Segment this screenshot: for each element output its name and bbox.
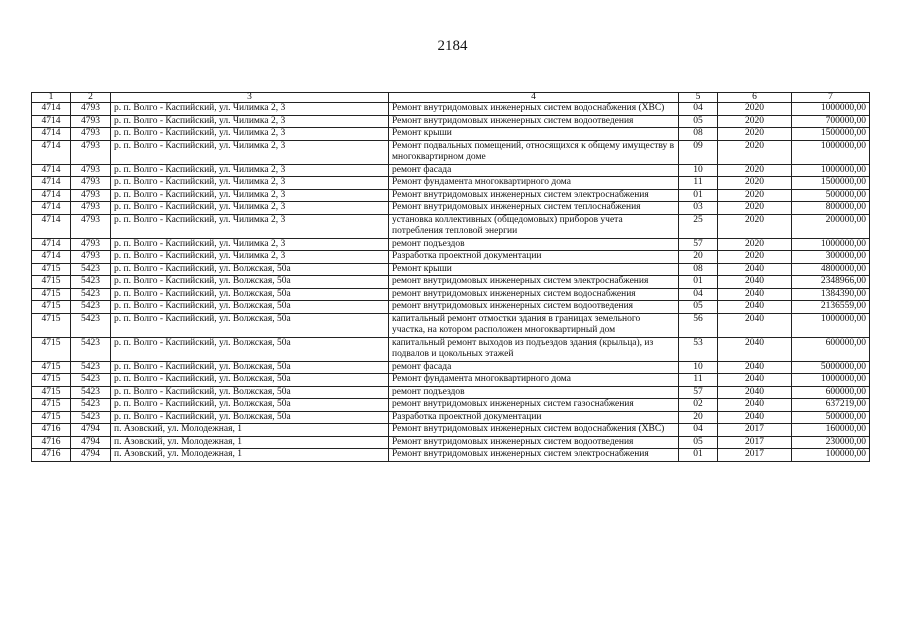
table-row: [32, 128, 870, 141]
table-row: [32, 103, 870, 116]
house-id-cell: 5423: [71, 361, 111, 374]
year-cell: 2017: [718, 449, 792, 462]
address-cell: р. п. Волго - Каспийский, ул. Волжская, 50а: [111, 361, 389, 374]
address-cell: р. п. Волго - Каспийский, ул. Чилимка 2, 3: [111, 164, 389, 177]
record-id-cell: 4714: [32, 238, 71, 251]
table-row: [32, 424, 870, 437]
work-type-cell: Ремонт крыши: [389, 263, 679, 276]
year-cell: 2040: [718, 337, 792, 361]
year-cell: 2017: [718, 436, 792, 449]
year-cell: 2040: [718, 288, 792, 301]
cost-cell: 1000000,00: [792, 103, 870, 116]
house-id-cell: 5423: [71, 301, 111, 314]
work-code-cell: 10: [679, 361, 718, 374]
address-cell: р. п. Волго - Каспийский, ул. Волжская, 50а: [111, 399, 389, 412]
work-type-cell: Ремонт фундамента многоквартирного дома: [389, 177, 679, 190]
record-id-cell: 4715: [32, 399, 71, 412]
table-row: [32, 177, 870, 190]
address-cell: р. п. Волго - Каспийский, ул. Волжская, 50а: [111, 301, 389, 314]
record-id-cell: 4715: [32, 361, 71, 374]
record-id-cell: 4714: [32, 177, 71, 190]
work-code-cell: 05: [679, 436, 718, 449]
year-cell: 2020: [718, 189, 792, 202]
table-row: [32, 251, 870, 264]
column-header: 1: [32, 93, 71, 103]
table-row: [32, 449, 870, 462]
work-code-cell: 11: [679, 177, 718, 190]
address-cell: р. п. Волго - Каспийский, ул. Чилимка 2, 3: [111, 103, 389, 116]
record-id-cell: 4716: [32, 436, 71, 449]
table-row: [32, 436, 870, 449]
table-row: [32, 411, 870, 424]
work-code-cell: 02: [679, 399, 718, 412]
cost-cell: 600000,00: [792, 337, 870, 361]
house-id-cell: 4793: [71, 140, 111, 164]
work-code-cell: 20: [679, 251, 718, 264]
work-type-cell: капитальный ремонт выходов из подъездов здания (крыльца), из подвалов и цокольных этажей: [389, 337, 679, 361]
record-id-cell: 4714: [32, 140, 71, 164]
year-cell: 2040: [718, 386, 792, 399]
work-type-cell: Ремонт внутридомовых инженерных систем водоснабжения (ХВС): [389, 424, 679, 437]
record-id-cell: 4714: [32, 251, 71, 264]
table-row: [32, 202, 870, 215]
work-code-cell: 09: [679, 140, 718, 164]
record-id-cell: 4714: [32, 103, 71, 116]
house-id-cell: 4793: [71, 128, 111, 141]
address-cell: р. п. Волго - Каспийский, ул. Чилимка 2, 3: [111, 238, 389, 251]
table-row: [32, 189, 870, 202]
table-row: [32, 140, 870, 164]
work-type-cell: Ремонт внутридомовых инженерных систем водоотведения: [389, 436, 679, 449]
record-id-cell: 4716: [32, 424, 71, 437]
table-row: [32, 214, 870, 238]
work-code-cell: 11: [679, 374, 718, 387]
work-type-cell: ремонт подъездов: [389, 386, 679, 399]
cost-cell: 160000,00: [792, 424, 870, 437]
year-cell: 2040: [718, 313, 792, 337]
house-id-cell: 4793: [71, 177, 111, 190]
address-cell: р. п. Волго - Каспийский, ул. Чилимка 2, 3: [111, 214, 389, 238]
cost-cell: 800000,00: [792, 202, 870, 215]
record-id-cell: 4715: [32, 288, 71, 301]
cost-cell: 637219,00: [792, 399, 870, 412]
house-id-cell: 5423: [71, 313, 111, 337]
table-row: [32, 374, 870, 387]
year-cell: 2040: [718, 374, 792, 387]
cost-cell: 5000000,00: [792, 361, 870, 374]
work-type-cell: установка коллективных (общедомовых) приборов учета потребления тепловой энергии: [389, 214, 679, 238]
year-cell: 2020: [718, 214, 792, 238]
record-id-cell: 4714: [32, 202, 71, 215]
year-cell: 2020: [718, 103, 792, 116]
house-id-cell: 4793: [71, 214, 111, 238]
work-code-cell: 57: [679, 386, 718, 399]
work-type-cell: Ремонт внутридомовых инженерных систем электроснабжения: [389, 449, 679, 462]
work-code-cell: 01: [679, 276, 718, 289]
cost-cell: 1000000,00: [792, 238, 870, 251]
year-cell: 2020: [718, 251, 792, 264]
work-type-cell: ремонт фасада: [389, 361, 679, 374]
house-id-cell: 5423: [71, 411, 111, 424]
cost-cell: 700000,00: [792, 115, 870, 128]
table-row: [32, 276, 870, 289]
address-cell: р. п. Волго - Каспийский, ул. Волжская, 50а: [111, 276, 389, 289]
table-row: [32, 164, 870, 177]
work-code-cell: 03: [679, 202, 718, 215]
work-code-cell: 56: [679, 313, 718, 337]
house-id-cell: 5423: [71, 263, 111, 276]
table-row: [32, 301, 870, 314]
work-type-cell: Ремонт внутридомовых инженерных систем теплоснабжения: [389, 202, 679, 215]
column-number-row: [32, 93, 870, 103]
address-cell: р. п. Волго - Каспийский, ул. Чилимка 2, 3: [111, 202, 389, 215]
record-id-cell: 4715: [32, 301, 71, 314]
work-code-cell: 20: [679, 411, 718, 424]
work-code-cell: 04: [679, 288, 718, 301]
house-id-cell: 5423: [71, 337, 111, 361]
cost-cell: 1500000,00: [792, 177, 870, 190]
house-id-cell: 4793: [71, 202, 111, 215]
address-cell: р. п. Волго - Каспийский, ул. Чилимка 2, 3: [111, 115, 389, 128]
table-row: [32, 288, 870, 301]
work-code-cell: 01: [679, 189, 718, 202]
address-cell: р. п. Волго - Каспийский, ул. Волжская, 50а: [111, 288, 389, 301]
record-id-cell: 4715: [32, 337, 71, 361]
work-type-cell: капитальный ремонт отмостки здания в границах земельного участка, на котором расположен многоквартирный дом: [389, 313, 679, 337]
year-cell: 2040: [718, 399, 792, 412]
table-row: [32, 313, 870, 337]
cost-cell: 1000000,00: [792, 374, 870, 387]
year-cell: 2020: [718, 238, 792, 251]
address-cell: р. п. Волго - Каспийский, ул. Волжская, 50а: [111, 411, 389, 424]
repair-schedule-table: [31, 92, 870, 462]
house-id-cell: 4793: [71, 164, 111, 177]
record-id-cell: 4714: [32, 189, 71, 202]
house-id-cell: 4793: [71, 238, 111, 251]
year-cell: 2020: [718, 140, 792, 164]
cost-cell: 4800000,00: [792, 263, 870, 276]
address-cell: р. п. Волго - Каспийский, ул. Чилимка 2, 3: [111, 251, 389, 264]
work-type-cell: Ремонт внутридомовых инженерных систем водоснабжения (ХВС): [389, 103, 679, 116]
column-header: 6: [718, 93, 792, 103]
house-id-cell: 4794: [71, 449, 111, 462]
cost-cell: 230000,00: [792, 436, 870, 449]
work-code-cell: 04: [679, 424, 718, 437]
cost-cell: 1500000,00: [792, 128, 870, 141]
year-cell: 2040: [718, 263, 792, 276]
record-id-cell: 4714: [32, 115, 71, 128]
record-id-cell: 4715: [32, 313, 71, 337]
table-row: [32, 399, 870, 412]
record-id-cell: 4715: [32, 374, 71, 387]
work-type-cell: Разработка проектной документации: [389, 411, 679, 424]
work-type-cell: Ремонт внутридомовых инженерных систем электроснабжения: [389, 189, 679, 202]
house-id-cell: 4793: [71, 189, 111, 202]
record-id-cell: 4714: [32, 214, 71, 238]
table-row: [32, 361, 870, 374]
work-code-cell: 08: [679, 263, 718, 276]
cost-cell: 600000,00: [792, 386, 870, 399]
work-code-cell: 10: [679, 164, 718, 177]
work-code-cell: 04: [679, 103, 718, 116]
record-id-cell: 4715: [32, 263, 71, 276]
house-id-cell: 5423: [71, 386, 111, 399]
address-cell: р. п. Волго - Каспийский, ул. Волжская, 50а: [111, 313, 389, 337]
work-code-cell: 25: [679, 214, 718, 238]
cost-cell: 1000000,00: [792, 313, 870, 337]
address-cell: п. Азовский, ул. Молодежная, 1: [111, 449, 389, 462]
work-code-cell: 05: [679, 301, 718, 314]
cost-cell: 200000,00: [792, 214, 870, 238]
record-id-cell: 4714: [32, 128, 71, 141]
column-header: 7: [792, 93, 870, 103]
year-cell: 2020: [718, 202, 792, 215]
table-row: [32, 115, 870, 128]
house-id-cell: 4794: [71, 424, 111, 437]
cost-cell: 100000,00: [792, 449, 870, 462]
address-cell: р. п. Волго - Каспийский, ул. Волжская, 50а: [111, 374, 389, 387]
year-cell: 2020: [718, 128, 792, 141]
work-type-cell: Ремонт подвальных помещений, относящихся к общему имуществу в многоквартирном доме: [389, 140, 679, 164]
year-cell: 2040: [718, 411, 792, 424]
cost-cell: 300000,00: [792, 251, 870, 264]
cost-cell: 500000,00: [792, 411, 870, 424]
house-id-cell: 5423: [71, 288, 111, 301]
work-type-cell: Ремонт фундамента многоквартирного дома: [389, 374, 679, 387]
house-id-cell: 5423: [71, 399, 111, 412]
record-id-cell: 4716: [32, 449, 71, 462]
cost-cell: 1384390,00: [792, 288, 870, 301]
house-id-cell: 5423: [71, 374, 111, 387]
work-code-cell: 01: [679, 449, 718, 462]
house-id-cell: 4793: [71, 115, 111, 128]
cost-cell: 500000,00: [792, 189, 870, 202]
address-cell: п. Азовский, ул. Молодежная, 1: [111, 436, 389, 449]
year-cell: 2020: [718, 177, 792, 190]
address-cell: п. Азовский, ул. Молодежная, 1: [111, 424, 389, 437]
work-code-cell: 08: [679, 128, 718, 141]
year-cell: 2040: [718, 276, 792, 289]
cost-cell: 2348966,00: [792, 276, 870, 289]
house-id-cell: 5423: [71, 276, 111, 289]
address-cell: р. п. Волго - Каспийский, ул. Чилимка 2, 3: [111, 189, 389, 202]
year-cell: 2040: [718, 361, 792, 374]
column-header: 5: [679, 93, 718, 103]
cost-cell: 2136559,00: [792, 301, 870, 314]
work-code-cell: 05: [679, 115, 718, 128]
address-cell: р. п. Волго - Каспийский, ул. Волжская, 50а: [111, 263, 389, 276]
work-type-cell: ремонт внутридомовых инженерных систем электроснабжения: [389, 276, 679, 289]
work-type-cell: Ремонт внутридомовых инженерных систем водоотведения: [389, 115, 679, 128]
house-id-cell: 4794: [71, 436, 111, 449]
cost-cell: 1000000,00: [792, 164, 870, 177]
year-cell: 2017: [718, 424, 792, 437]
page-number: 2184: [437, 38, 468, 54]
address-cell: р. п. Волго - Каспийский, ул. Чилимка 2, 3: [111, 177, 389, 190]
year-cell: 2020: [718, 115, 792, 128]
work-type-cell: ремонт фасада: [389, 164, 679, 177]
house-id-cell: 4793: [71, 251, 111, 264]
record-id-cell: 4715: [32, 276, 71, 289]
column-header: 4: [389, 93, 679, 103]
work-type-cell: Разработка проектной документации: [389, 251, 679, 264]
work-code-cell: 53: [679, 337, 718, 361]
record-id-cell: 4714: [32, 164, 71, 177]
record-id-cell: 4715: [32, 386, 71, 399]
table-row: [32, 337, 870, 361]
year-cell: 2020: [718, 164, 792, 177]
house-id-cell: 4793: [71, 103, 111, 116]
table-row: [32, 386, 870, 399]
column-header: 3: [111, 93, 389, 103]
record-id-cell: 4715: [32, 411, 71, 424]
table-row: [32, 263, 870, 276]
work-type-cell: ремонт внутридомовых инженерных систем водоотведения: [389, 301, 679, 314]
address-cell: р. п. Волго - Каспийский, ул. Волжская, 50а: [111, 386, 389, 399]
table-row: [32, 238, 870, 251]
work-type-cell: ремонт внутридомовых инженерных систем газоснабжения: [389, 399, 679, 412]
address-cell: р. п. Волго - Каспийский, ул. Чилимка 2, 3: [111, 128, 389, 141]
column-header: 2: [71, 93, 111, 103]
work-type-cell: ремонт внутридомовых инженерных систем водоснабжения: [389, 288, 679, 301]
cost-cell: 1000000,00: [792, 140, 870, 164]
work-code-cell: 57: [679, 238, 718, 251]
address-cell: р. п. Волго - Каспийский, ул. Волжская, 50а: [111, 337, 389, 361]
work-type-cell: Ремонт крыши: [389, 128, 679, 141]
address-cell: р. п. Волго - Каспийский, ул. Чилимка 2, 3: [111, 140, 389, 164]
work-type-cell: ремонт подъездов: [389, 238, 679, 251]
year-cell: 2040: [718, 301, 792, 314]
